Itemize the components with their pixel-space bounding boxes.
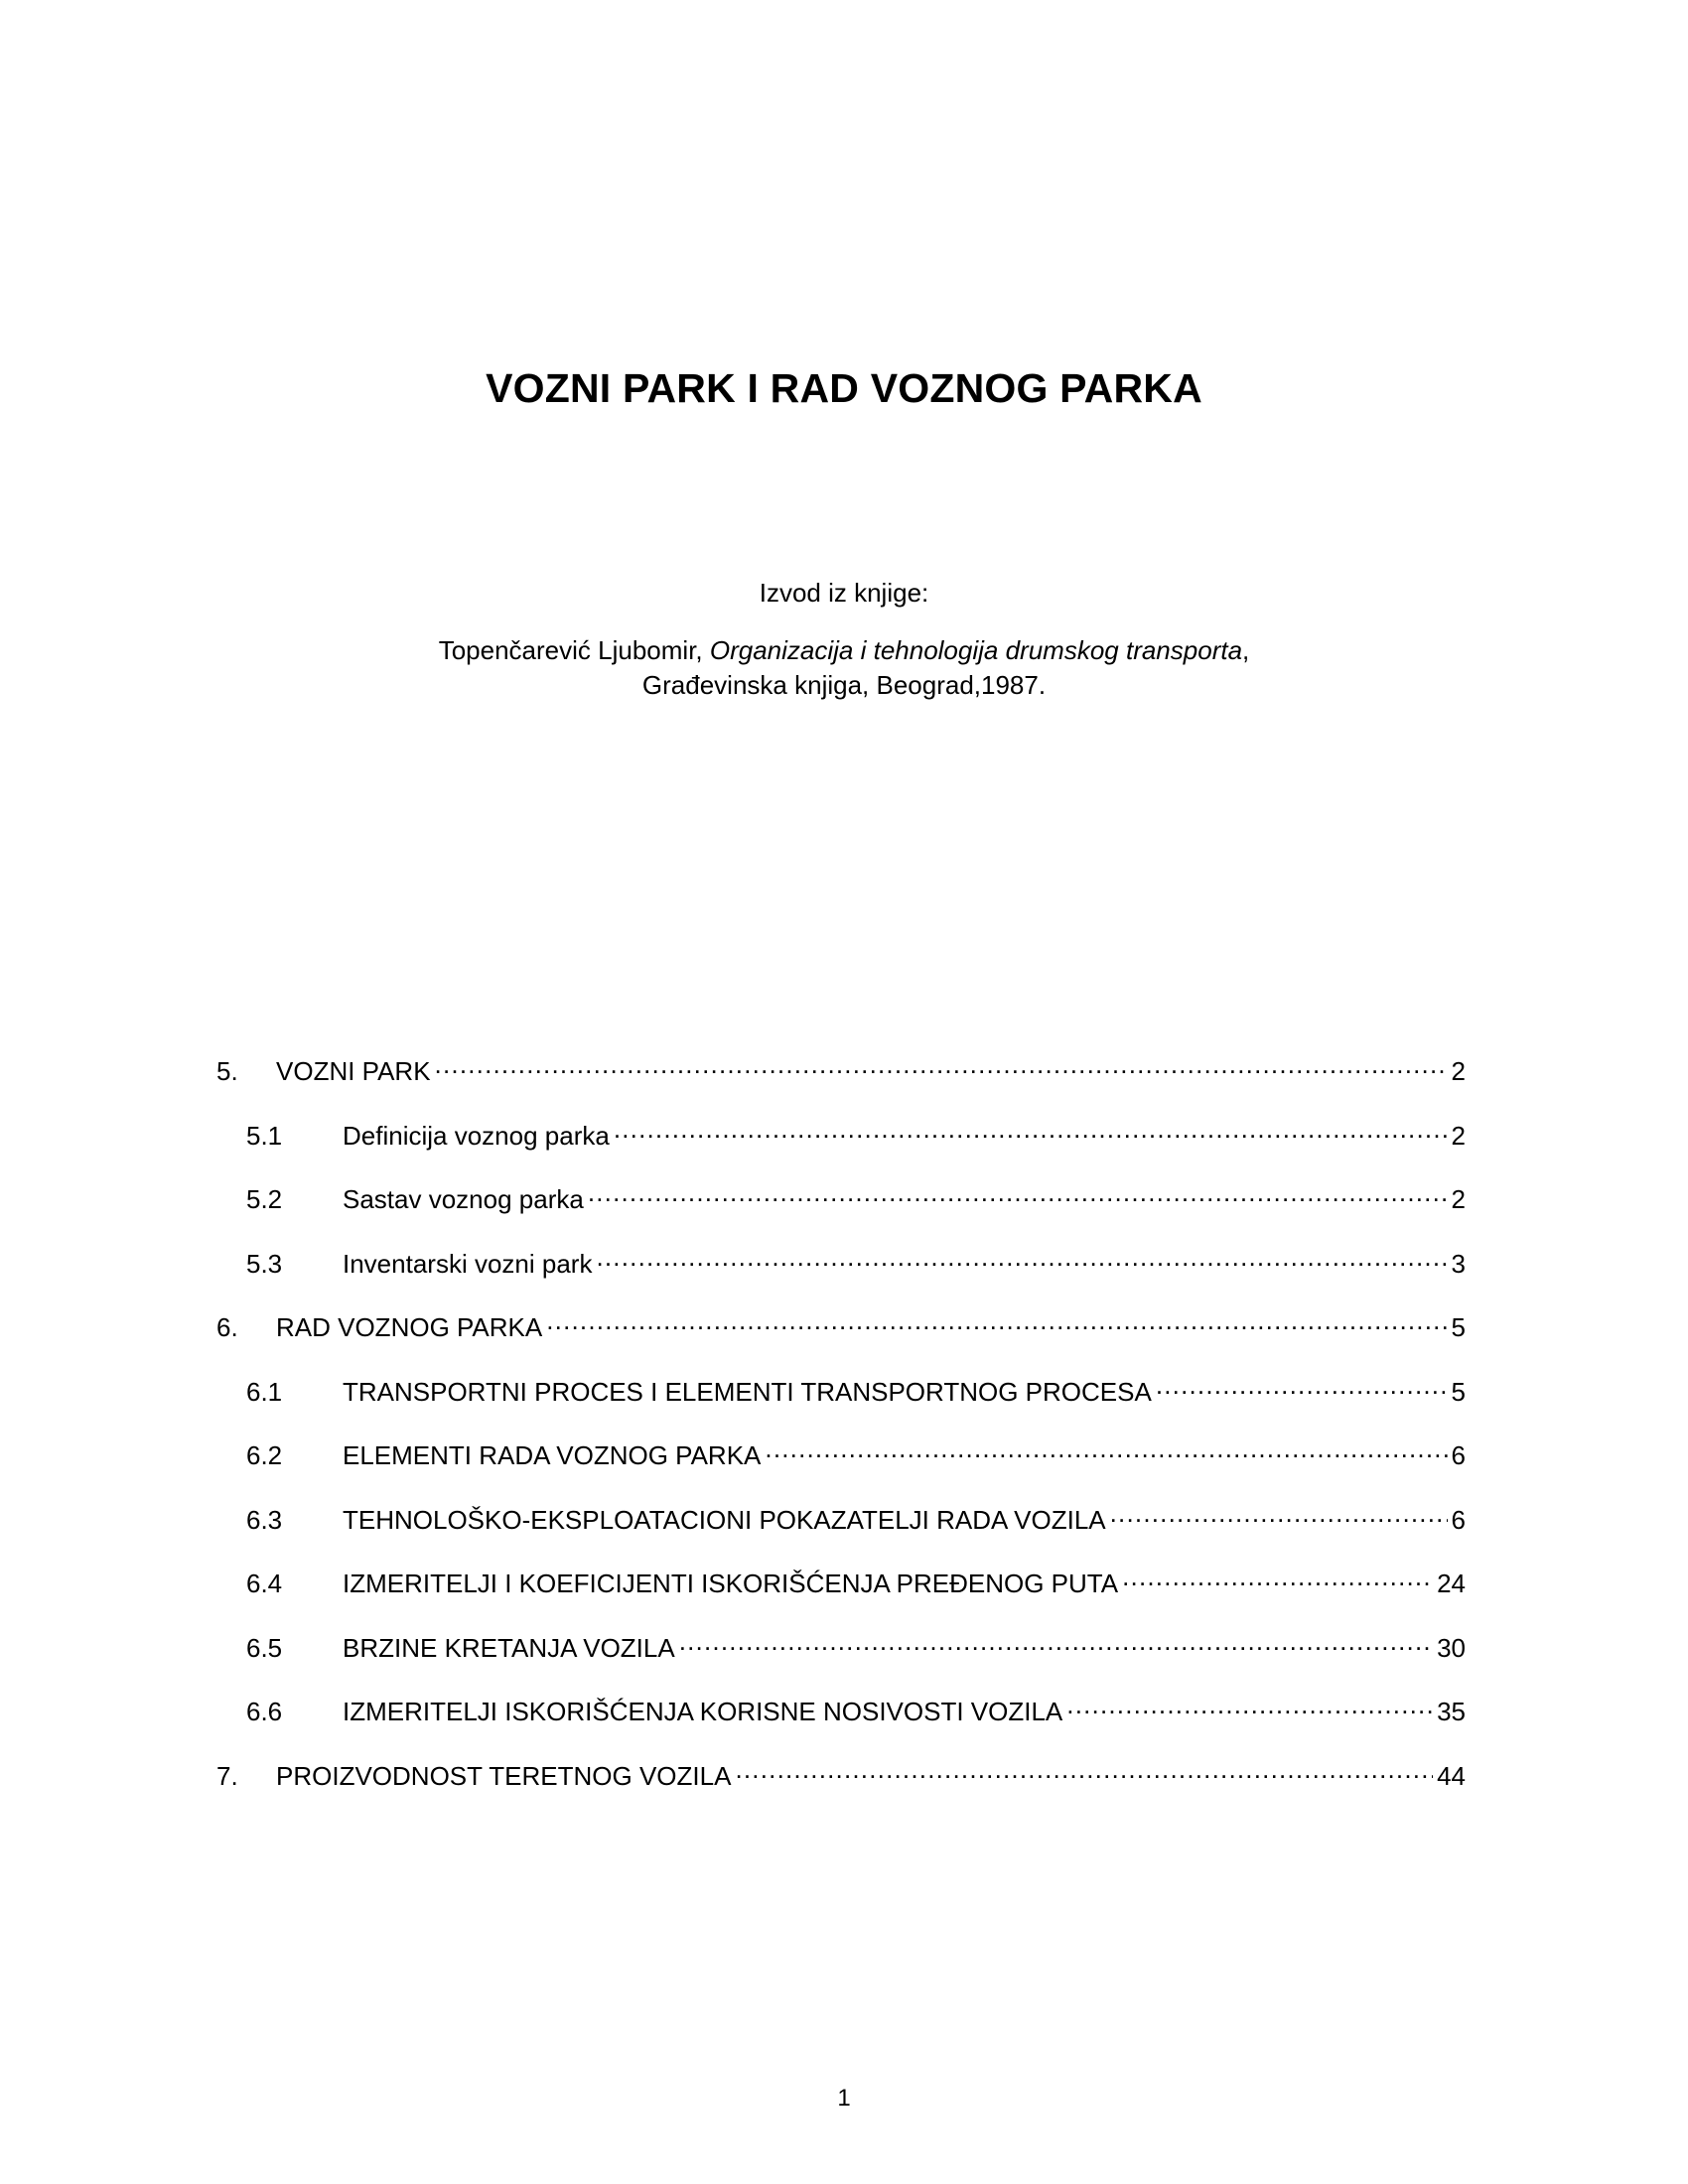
source-citation: [0, 576, 1688, 703]
toc-entry-page: 6: [1451, 1504, 1466, 1535]
toc-entry-number: 5.: [216, 1056, 238, 1086]
toc-dot-leader: [435, 1054, 1448, 1080]
source-author: Topenčarević Ljubomir,: [438, 635, 710, 665]
source-intro: Izvod iz knjige:: [759, 578, 929, 608]
toc-entry-label: PROIZVODNOST TERETNOG VOZILA: [276, 1760, 732, 1791]
toc-entry[interactable]: [216, 1438, 1466, 1503]
toc-entry[interactable]: [216, 1054, 1466, 1119]
toc-entry-label: VOZNI PARK: [276, 1056, 431, 1086]
toc-entry-page: 35: [1437, 1697, 1466, 1726]
toc-entry[interactable]: [216, 1375, 1466, 1439]
toc-entry-page: 2: [1451, 1120, 1466, 1151]
toc-dot-leader: [735, 1759, 1433, 1785]
toc-entry-number: 5.3: [246, 1248, 283, 1279]
toc-entry-number: 7.: [216, 1760, 238, 1791]
toc-entry-page: 2: [1451, 1056, 1466, 1086]
toc-entry-number: 6.3: [246, 1504, 283, 1535]
toc-dot-leader: [1122, 1567, 1433, 1592]
toc-dot-leader: [596, 1247, 1447, 1273]
toc-entry-label: ELEMENTI RADA VOZNOG PARKA: [343, 1440, 762, 1470]
source-reference-line: [0, 633, 1688, 668]
toc-entry-page: 3: [1451, 1248, 1466, 1279]
toc-entry-page: 30: [1437, 1632, 1466, 1663]
toc-entry[interactable]: [216, 1695, 1466, 1759]
toc-entry-page: 5: [1451, 1376, 1466, 1407]
toc-entry-label: BRZINE KRETANJA VOZILA: [343, 1632, 675, 1663]
toc-entry-label: IZMERITELJI ISKORIŠĆENJA KORISNE NOSIVOSTI VOZILA: [343, 1697, 1063, 1726]
toc-entry-label: TEHNOLOŠKO-EKSPLOATACIONI POKAZATELJI RADA VOZILA: [343, 1504, 1106, 1535]
toc-dot-leader: [1156, 1375, 1448, 1401]
source-book-title: Organizacija i tehnologija drumskog transporta: [709, 635, 1243, 665]
toc-entry-number: 5.1: [246, 1120, 283, 1151]
toc-entry-label: Sastav voznog parka: [343, 1184, 584, 1214]
toc-entry[interactable]: [216, 1503, 1466, 1568]
toc-dot-leader: [546, 1310, 1447, 1336]
page-number: 1: [837, 2085, 851, 2112]
toc-entry-page: 6: [1451, 1440, 1466, 1470]
toc-entry-number: 6.2: [246, 1440, 283, 1470]
toc-entry-number: 6.: [216, 1312, 238, 1342]
toc-entry[interactable]: [216, 1119, 1466, 1183]
toc-entry-label: TRANSPORTNI PROCES I ELEMENTI TRANSPORTNOG PROCESA: [343, 1376, 1152, 1407]
toc-entry[interactable]: [216, 1567, 1466, 1631]
toc-entry-number: 6.5: [246, 1632, 283, 1663]
toc-entry[interactable]: [216, 1759, 1466, 1824]
toc-entry-label: IZMERITELJI I KOEFICIJENTI ISKORIŠĆENJA PREĐENOG PUTA: [343, 1569, 1119, 1598]
toc-entry-label: RAD VOZNOG PARKA: [276, 1312, 543, 1342]
toc-entry-number: 6.1: [246, 1376, 283, 1407]
toc-dot-leader: [614, 1119, 1448, 1145]
toc-entry-label: Inventarski vozni park: [343, 1248, 593, 1279]
toc-entry-page: 24: [1437, 1569, 1466, 1598]
toc-entry-label: Definicija voznog parka: [343, 1120, 610, 1151]
toc-entry-page: 44: [1437, 1760, 1466, 1791]
toc-entry-number: 5.2: [246, 1184, 283, 1214]
toc-entry[interactable]: [216, 1310, 1466, 1375]
source-publisher: Građevinska knjiga, Beograd,1987.: [641, 670, 1047, 700]
toc-entry[interactable]: [216, 1182, 1466, 1247]
toc-entry[interactable]: [216, 1631, 1466, 1696]
toc-dot-leader: [765, 1438, 1447, 1464]
toc-entry-page: 2: [1451, 1184, 1466, 1214]
table-of-contents: [216, 1054, 1466, 1823]
toc-entry-number: 6.4: [246, 1569, 283, 1598]
document-title: VOZNI PARK I RAD VOZNOG PARKA: [486, 365, 1202, 411]
toc-entry-page: 5: [1451, 1312, 1466, 1342]
toc-dot-leader: [679, 1631, 1433, 1657]
toc-dot-leader: [1066, 1695, 1433, 1720]
toc-entry-number: 6.6: [246, 1697, 283, 1726]
toc-dot-leader: [1110, 1503, 1448, 1529]
toc-entry[interactable]: [216, 1247, 1466, 1311]
source-separator: ,: [1242, 635, 1250, 665]
toc-dot-leader: [588, 1182, 1448, 1208]
